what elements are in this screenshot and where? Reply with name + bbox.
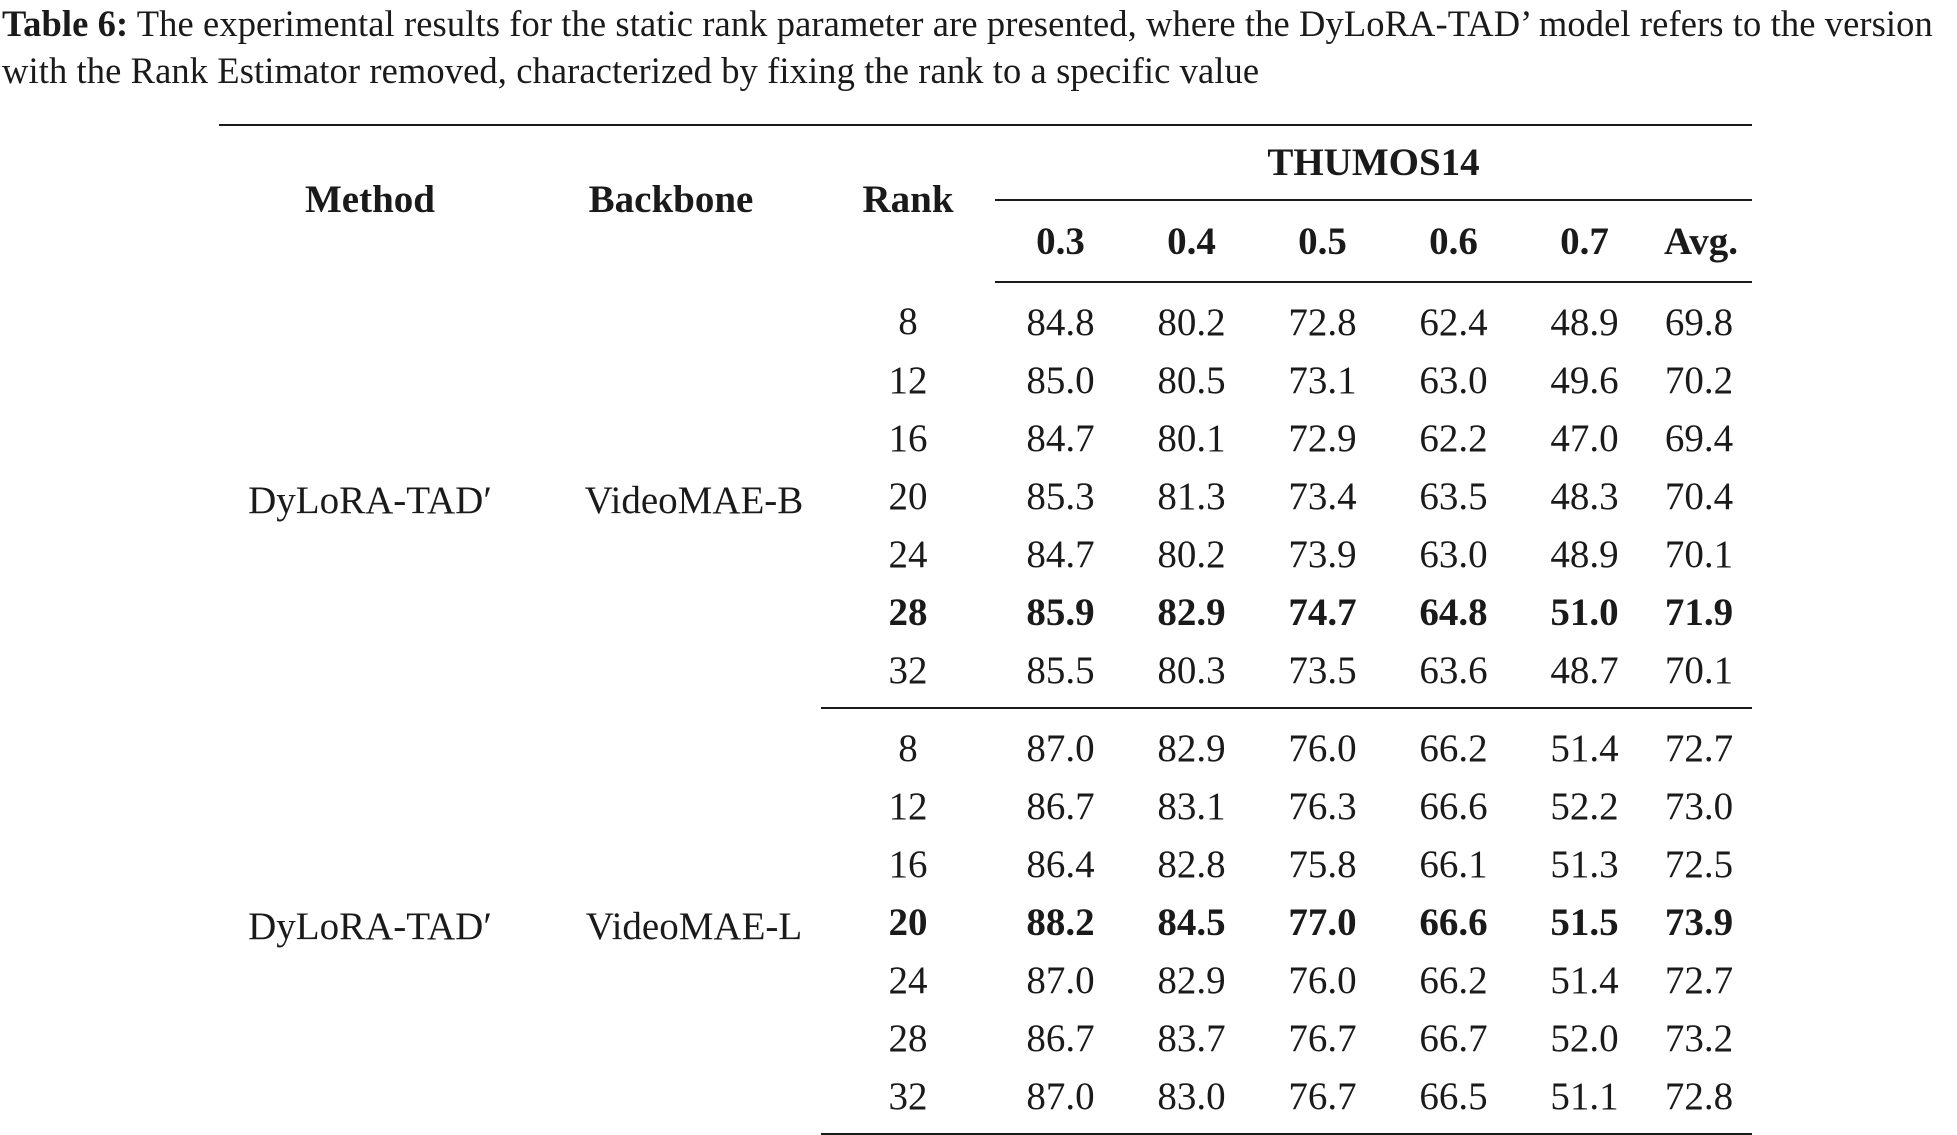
value-cell: 87.0 xyxy=(995,1067,1126,1134)
value-cell: 86.4 xyxy=(1026,842,1095,886)
value-cell: 73.5 xyxy=(1257,641,1388,708)
value-cell: 81.3 xyxy=(1157,474,1226,518)
backbone-cell: VideoMAE-B xyxy=(584,478,804,522)
value-cell: 84.7 xyxy=(1026,532,1095,576)
value-cell: 73.9 xyxy=(1664,900,1734,944)
value-cell: 73.2 xyxy=(1664,1016,1734,1060)
value-cell: 74.7 xyxy=(1288,590,1357,634)
header-threshold: 0.4 xyxy=(1126,200,1257,282)
value-cell: 63.5 xyxy=(1419,474,1488,518)
caption-label: Table 6: xyxy=(2,3,129,44)
value-cell: 85.9 xyxy=(1026,590,1095,634)
value-cell: 51.4 xyxy=(1550,726,1619,770)
header-threshold: 0.5 xyxy=(1257,200,1388,282)
value-cell: 76.3 xyxy=(1288,784,1357,828)
value-cell: 51.0 xyxy=(1550,590,1619,634)
value-cell: 72.7 xyxy=(1664,958,1734,1002)
value-cell: 66.7 xyxy=(1419,1016,1488,1060)
value-cell: 82.9 xyxy=(1157,590,1226,634)
value-cell: 62.4 xyxy=(1419,300,1488,344)
value-cell: 86.7 xyxy=(1026,784,1095,828)
value-cell: 66.2 xyxy=(1419,726,1488,770)
header-backbone: Backbone xyxy=(521,125,821,282)
value-cell: 62.2 xyxy=(1419,416,1488,460)
header-threshold: 0.6 xyxy=(1388,200,1519,282)
rank-cell: 20 xyxy=(888,900,928,944)
value-cell: 66.6 xyxy=(1419,784,1488,828)
value-cell: 66.5 xyxy=(1388,1067,1519,1134)
rank-cell: 32 xyxy=(821,1067,995,1134)
rank-cell: 12 xyxy=(888,358,928,402)
value-cell: 66.2 xyxy=(1419,958,1488,1002)
value-cell: 72.9 xyxy=(1288,416,1357,460)
header-method: Method xyxy=(219,125,521,282)
table-caption xyxy=(2,0,1952,94)
value-cell: 70.1 xyxy=(1664,532,1734,576)
value-cell: 64.8 xyxy=(1419,590,1488,634)
rank-cell: 16 xyxy=(888,842,928,886)
rank-cell: 12 xyxy=(888,784,928,828)
value-cell: 85.3 xyxy=(1026,474,1095,518)
value-cell: 49.6 xyxy=(1550,358,1619,402)
rank-cell: 28 xyxy=(888,1016,928,1060)
value-cell: 48.7 xyxy=(1519,641,1650,708)
value-cell: 80.2 xyxy=(1157,532,1226,576)
value-cell: 82.9 xyxy=(1157,958,1226,1002)
value-cell: 80.5 xyxy=(1157,358,1226,402)
rank-cell: 20 xyxy=(888,474,928,518)
value-cell: 84.5 xyxy=(1157,900,1226,944)
value-cell: 69.8 xyxy=(1664,300,1734,344)
value-cell: 82.8 xyxy=(1157,842,1226,886)
value-cell: 63.0 xyxy=(1419,532,1488,576)
value-cell: 83.0 xyxy=(1126,1067,1257,1134)
value-cell: 47.0 xyxy=(1550,416,1619,460)
value-cell: 52.0 xyxy=(1550,1016,1619,1060)
rank-cell: 24 xyxy=(888,532,928,576)
rank-cell: 8 xyxy=(898,726,918,770)
value-cell: 48.3 xyxy=(1550,474,1619,518)
table-row xyxy=(219,708,1752,777)
value-cell: 84.8 xyxy=(1026,300,1095,344)
value-cell: 69.4 xyxy=(1664,416,1734,460)
value-cell: 66.6 xyxy=(1419,900,1488,944)
value-cell: 73.1 xyxy=(1288,358,1357,402)
value-cell: 48.9 xyxy=(1550,532,1619,576)
value-cell: 63.6 xyxy=(1388,641,1519,708)
value-cell: 48.9 xyxy=(1550,300,1619,344)
header-rank: Rank xyxy=(821,125,995,282)
table-group-videomae-l xyxy=(219,708,1752,1134)
value-cell: 76.7 xyxy=(1257,1067,1388,1134)
value-cell: 51.1 xyxy=(1519,1067,1650,1134)
value-cell: 51.4 xyxy=(1550,958,1619,1002)
value-cell: 72.5 xyxy=(1664,842,1734,886)
value-cell: 80.2 xyxy=(1157,300,1226,344)
method-cell: DyLoRA-TAD′ xyxy=(248,478,492,522)
caption-text: The experimental results for the static rank parameter are presented, where the DyLoRA-TAD’ model refers to the version with the Rank Estimator removed, characterized by fixing the rank to a specific value xyxy=(2,3,1933,91)
value-cell: 70.2 xyxy=(1664,358,1734,402)
value-cell: 75.8 xyxy=(1288,842,1357,886)
value-cell: 71.9 xyxy=(1664,590,1734,634)
backbone-cell: VideoMAE-L xyxy=(585,904,803,948)
value-cell: 76.7 xyxy=(1288,1016,1357,1060)
rank-cell: 32 xyxy=(821,641,995,708)
rank-cell: 8 xyxy=(898,300,918,343)
value-cell: 73.0 xyxy=(1664,784,1734,828)
results-table xyxy=(219,124,1752,1135)
value-cell: 83.1 xyxy=(1157,784,1226,828)
value-cell: 83.7 xyxy=(1157,1016,1226,1060)
value-cell: 73.9 xyxy=(1288,532,1357,576)
header-threshold: 0.7 xyxy=(1519,200,1650,282)
value-cell: 52.2 xyxy=(1550,784,1619,828)
value-cell: 87.0 xyxy=(1026,726,1095,770)
value-cell: 84.7 xyxy=(1026,416,1095,460)
value-cell: 66.1 xyxy=(1419,842,1488,886)
value-cell: 72.8 xyxy=(1650,1067,1752,1134)
value-cell: 80.3 xyxy=(1126,641,1257,708)
header-dataset: THUMOS14 xyxy=(995,125,1752,200)
value-cell: 63.0 xyxy=(1419,358,1488,402)
value-cell: 80.1 xyxy=(1157,416,1226,460)
value-cell: 82.9 xyxy=(1157,726,1226,770)
table-row xyxy=(219,282,1752,351)
value-cell: 72.7 xyxy=(1664,726,1734,770)
table-header xyxy=(219,125,1752,282)
value-cell: 86.7 xyxy=(1026,1016,1095,1060)
value-cell: 72.8 xyxy=(1288,300,1357,344)
value-cell: 77.0 xyxy=(1288,900,1357,944)
value-cell: 85.5 xyxy=(995,641,1126,708)
value-cell: 73.4 xyxy=(1288,474,1357,518)
value-cell: 76.0 xyxy=(1288,958,1357,1002)
value-cell: 88.2 xyxy=(1026,900,1095,944)
value-cell: 70.1 xyxy=(1650,641,1752,708)
value-cell: 70.4 xyxy=(1664,474,1734,518)
method-cell: DyLoRA-TAD′ xyxy=(248,904,492,948)
rank-cell: 24 xyxy=(888,958,928,1002)
header-threshold: 0.3 xyxy=(995,200,1126,282)
table-group-videomae-b xyxy=(219,282,1752,708)
value-cell: 85.0 xyxy=(1026,358,1095,402)
rank-cell: 28 xyxy=(888,590,928,634)
value-cell: 51.3 xyxy=(1550,842,1619,886)
value-cell: 76.0 xyxy=(1288,726,1357,770)
rank-cell: 16 xyxy=(888,416,928,460)
value-cell: 87.0 xyxy=(1026,958,1095,1002)
value-cell: 51.5 xyxy=(1550,900,1619,944)
header-threshold: Avg. xyxy=(1650,200,1752,282)
